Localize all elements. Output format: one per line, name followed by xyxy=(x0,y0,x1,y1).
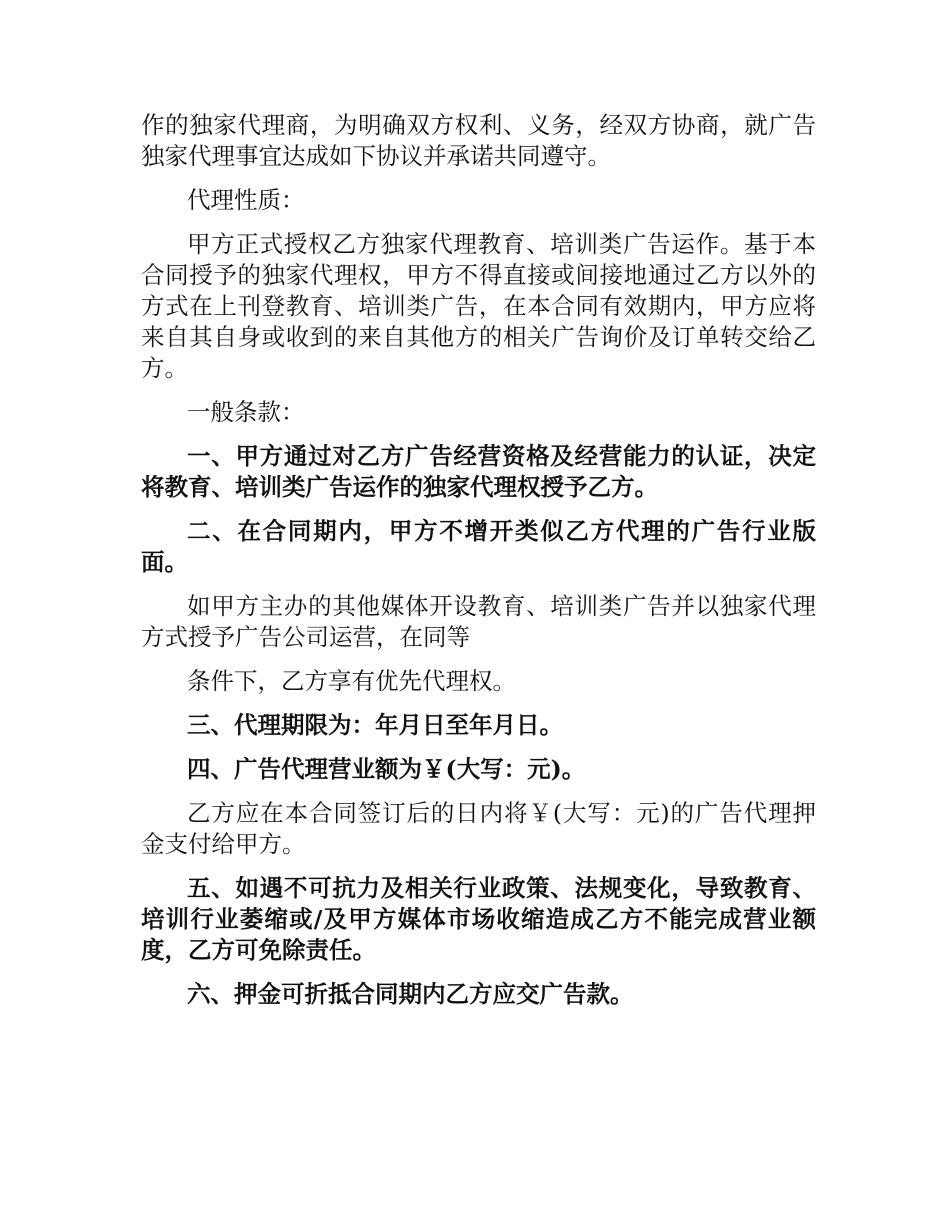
heading-agency-nature: 代理性质： xyxy=(187,186,305,214)
paragraph-other-media: 如甲方主办的其他媒体开设教育、培训类广告并以独家代理方式授予广告公司运营，在同等 xyxy=(141,592,816,651)
clause-1: 一、甲方通过对乙方广告经营资格及经营能力的认证，决定将教育、培训类广告运作的独家代理权授予乙方。 xyxy=(141,442,816,501)
document-body xyxy=(141,110,816,1023)
heading-general-terms: 一般条款： xyxy=(187,398,305,426)
clause-6: 六、押金可折抵合同期内乙方应交广告款。 xyxy=(187,980,634,1008)
paragraph-agency-nature: 甲方正式授权乙方独家代理教育、培训类广告运作。基于本合同授予的独家代理权，甲方不得直接或间接地通过乙方以外的方式在上刊登教育、培训类广告，在本合同有效期内，甲方应将来自其自身或收到的来自其他方的相关广告询价及订单转交给乙方。 xyxy=(141,230,816,382)
clause-4: 四、广告代理营业额为￥(大写：元)。 xyxy=(187,755,586,783)
paragraph-priority-right: 条件下，乙方享有优先代理权。 xyxy=(187,667,516,695)
paragraph-intro-continuation: 作的独家代理商，为明确双方权利、义务，经双方协商，就广告独家代理事宜达成如下协议并承诺共同遵守。 xyxy=(141,111,816,170)
paragraph-deposit: 乙方应在本合同签订后的日内将￥(大写：元)的广告代理押金支付给甲方。 xyxy=(141,799,816,858)
clause-2: 二、在合同期内，甲方不增开类似乙方代理的广告行业版面。 xyxy=(141,517,816,576)
clause-5: 五、如遇不可抗力及相关行业政策、法规变化，导致教育、培训行业萎缩或/及甲方媒体市场收缩造成乙方不能完成营业额度，乙方可免除责任。 xyxy=(141,874,816,964)
clause-3: 三、代理期限为：年月日至年月日。 xyxy=(187,711,563,739)
